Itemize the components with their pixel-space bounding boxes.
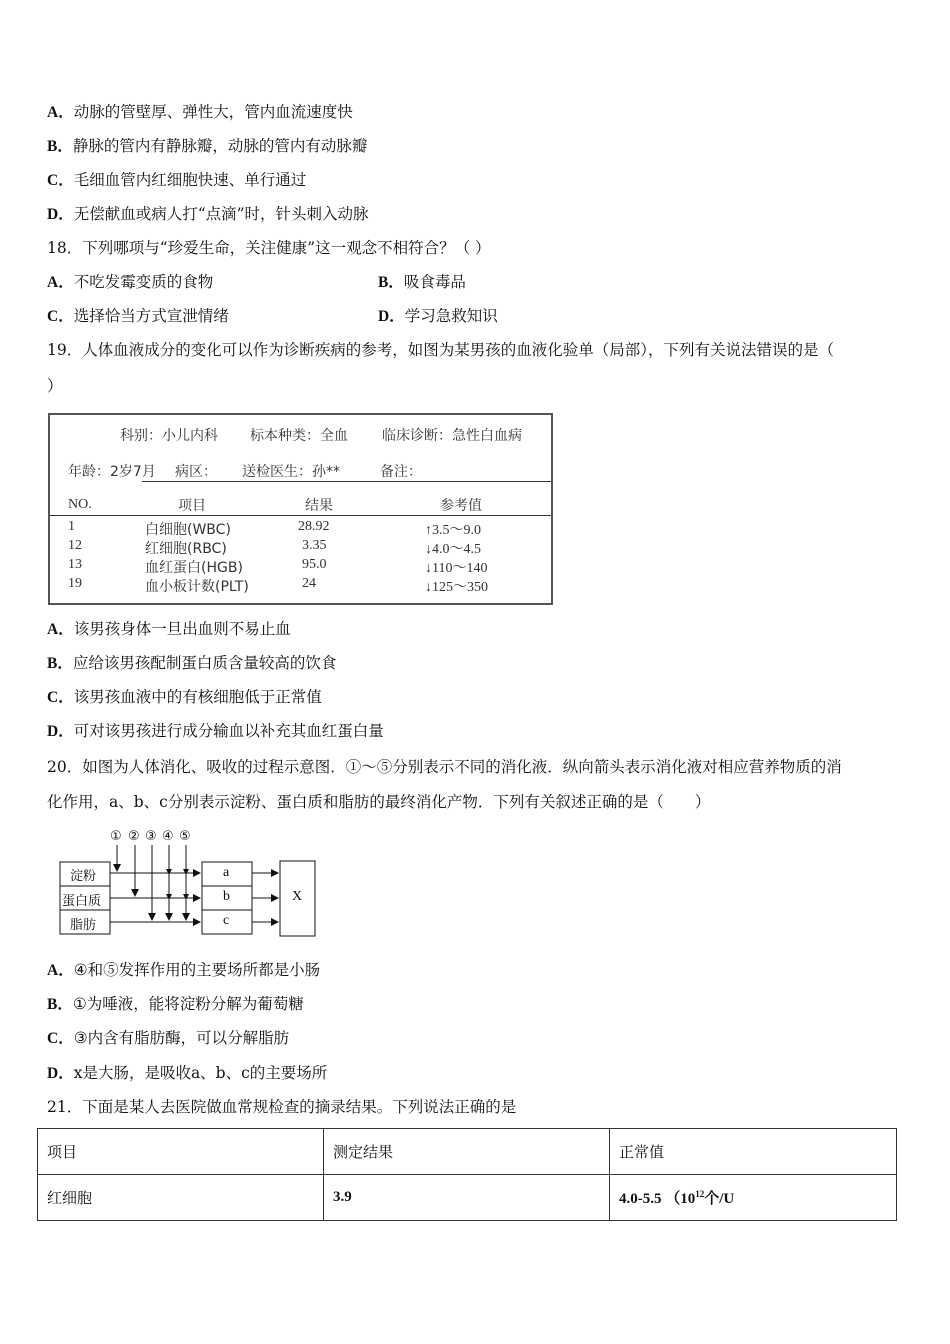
report-diagnosis: 临床诊断：急性白血病 — [382, 428, 522, 444]
report-ward: 病区： — [175, 464, 217, 480]
nutrient-fat: 脂肪 — [70, 918, 97, 933]
report-header-no: NO. — [68, 497, 92, 512]
q18-option-b: B．吸食毒品 — [378, 273, 466, 291]
digestion-diagram — [50, 825, 330, 945]
report-dept: 科别：小儿内科 — [120, 428, 218, 444]
report-row-ref: ↓125～350 — [425, 580, 488, 595]
q20-stem-line1: 20．如图为人体消化、吸收的过程示意图．①～⑤分别表示不同的消化液．纵向箭头表示消化液对相应营养物质的消 — [47, 758, 842, 776]
nutrient-starch: 淀粉 — [70, 869, 97, 884]
q17-option-a: A．动脉的管壁厚、弹性大，管内血流速度快 — [47, 103, 353, 121]
report-header-result: 结果 — [305, 498, 333, 514]
product-b: b — [223, 889, 230, 904]
report-row-result: 28.92 — [298, 519, 330, 534]
report-doctor: 送检医生：孙** — [242, 464, 340, 480]
report-header-item: 项目 — [178, 498, 206, 514]
table-header-row — [38, 1129, 897, 1175]
q17-option-b: B．静脉的管内有静脉瓣，动脉的管内有动脉瓣 — [47, 137, 368, 155]
juice-4: ④ — [162, 829, 174, 844]
juice-3: ③ — [145, 829, 157, 844]
divider — [142, 481, 551, 482]
report-row-no: 1 — [68, 519, 75, 534]
q18-option-d: D．学习急救知识 — [378, 307, 498, 325]
q19-option-d: D．可对该男孩进行成分输血以补充其血红蛋白量 — [47, 722, 384, 740]
product-a: a — [223, 865, 230, 880]
report-row-ref: ↓4.0～4.5 — [425, 542, 481, 557]
q19-option-a: A．该男孩身体一旦出血则不易止血 — [47, 620, 291, 638]
q19-option-c: C．该男孩血液中的有核细胞低于正常值 — [47, 688, 322, 706]
report-age: 年龄：2岁7月 — [68, 464, 156, 480]
header-normal: 正常值 — [610, 1129, 897, 1175]
report-specimen: 标本种类：全血 — [250, 428, 348, 444]
report-note: 备注： — [380, 464, 422, 480]
cell-result: 3.9 — [324, 1175, 610, 1221]
divider — [50, 515, 551, 516]
q17-option-c: C．毛细血管内红细胞快速、单行通过 — [47, 171, 307, 189]
q20-option-a: A．④和⑤发挥作用的主要场所都是小肠 — [47, 961, 321, 979]
q19-option-b: B．应给该男孩配制蛋白质含量较高的饮食 — [47, 654, 337, 672]
juice-1: ① — [110, 829, 122, 844]
report-row-ref: ↓110～140 — [425, 561, 488, 576]
q19-stem: 19．人体血液成分的变化可以作为诊断疾病的参考，如图为某男孩的血液化验单（局部），下列有关说法错误的是（ — [47, 341, 834, 359]
nutrient-protein: 蛋白质 — [62, 894, 102, 909]
juice-2: ② — [128, 829, 140, 844]
header-item: 项目 — [38, 1129, 324, 1175]
report-header-ref: 参考值 — [440, 498, 482, 514]
q20-option-c: C．③内含有脂肪酶，可以分解脂肪 — [47, 1029, 290, 1047]
report-row-no: 12 — [68, 538, 82, 553]
cell-normal: 4.0-5.5 （$10^{12}$个/U — [610, 1175, 897, 1221]
report-row-item: 红细胞(RBC) — [145, 541, 227, 557]
product-c: c — [223, 913, 230, 928]
report-row-result: 24 — [302, 576, 316, 591]
header-result: 测定结果 — [324, 1129, 610, 1175]
q18-option-a: A．不吃发霉变质的食物 — [47, 273, 214, 291]
q20-option-d: D．x是大肠，是吸收a、b、c的主要场所 — [47, 1064, 328, 1082]
blood-report-image — [48, 413, 553, 605]
q18-stem: 18．下列哪项与“珍爱生命，关注健康”这一观念不相符合？（ ） — [47, 239, 491, 257]
q21-table — [37, 1128, 897, 1221]
report-row-item: 血小板计数(PLT) — [145, 579, 249, 595]
cell-item: 红细胞 — [38, 1175, 324, 1221]
q17-option-d: D．无偿献血或病人打“点滴”时，针头刺入动脉 — [47, 205, 369, 223]
q19-stem-end: ） — [47, 377, 63, 395]
q20-stem-line2: 化作用，a、b、c分别表示淀粉、蛋白质和脂肪的最终消化产物．下列有关叙述正确的是（ ） — [47, 793, 711, 811]
report-row-item: 血红蛋白(HGB) — [145, 560, 243, 576]
q21-stem: 21．下面是某人去医院做血常规检查的摘录结果。下列说法正确的是 — [47, 1098, 517, 1116]
report-row-result: 95.0 — [302, 557, 327, 572]
juice-5: ⑤ — [179, 829, 191, 844]
table-row — [38, 1175, 897, 1221]
q20-option-b: B．①为唾液，能将淀粉分解为葡萄糖 — [47, 995, 304, 1013]
report-row-no: 19 — [68, 576, 82, 591]
report-row-ref: ↑3.5～9.0 — [425, 523, 481, 538]
report-row-item: 白细胞(WBC) — [145, 522, 231, 538]
organ-x: X — [292, 889, 303, 904]
report-row-result: 3.35 — [302, 538, 327, 553]
q18-option-c: C．选择恰当方式宣泄情绪 — [47, 307, 229, 325]
report-row-no: 13 — [68, 557, 82, 572]
